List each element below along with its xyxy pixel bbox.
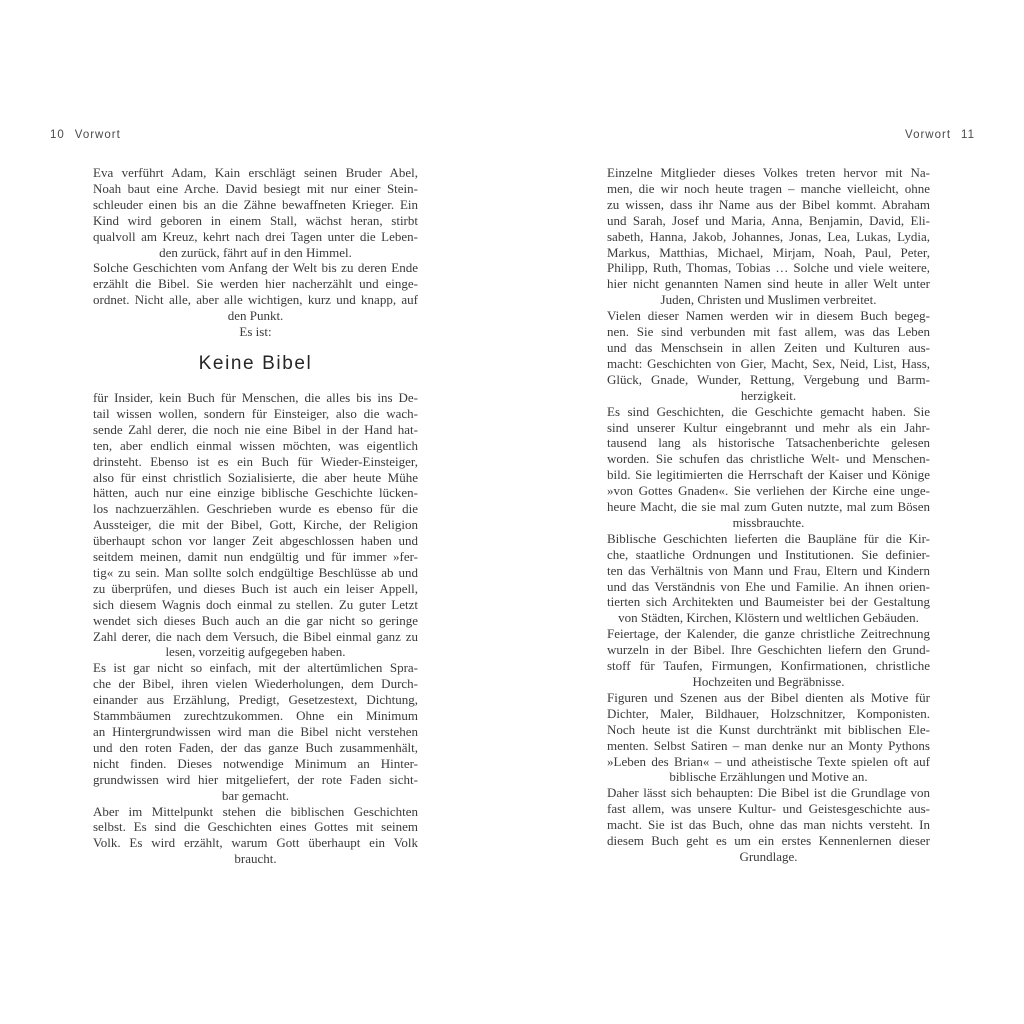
text-line: »Leben des Brian« – und atheistische Texte spielen oft auf [607,753,930,769]
text-line: zu wissen, dass ihr Name aus der Bibel kommt. Abraham [607,196,930,212]
text-line: tierten sich Architekten und Baumeister bei der Gestaltung [607,594,930,610]
text-line: Eva verführt Adam, Kain erschlägt seinen Bruder Abel, [93,165,418,180]
text-line: hätten, auch nur eine einzige biblische Geschichte lücken- [93,485,418,501]
text-line: von Städten, Kirchen, Klöstern und weltlichen Gebäuden. [618,610,919,626]
paragraph [93,324,418,340]
text-line: heure Macht, die sie mal zum Guten nutzte, mal zum Bösen [607,499,930,515]
text-line: Noch heute ist die Kunst durchtränkt mit biblischen Ele- [607,721,930,737]
text-line: also für einst christlich Sozialisierte, die aber heute Mühe [93,469,418,485]
text-line: Es ist: [239,324,272,340]
text-line: drinsteht. Ebenso ist es ein Buch für Wieder-Einsteiger, [93,453,418,469]
text-line: Kind wird geboren in einem Stall, wächst heran, stirbt [93,212,418,228]
section-label-left: Vorwort [74,129,121,141]
text-line: biblische Erzählungen und Motive an. [669,769,868,785]
text-line: Daher lässt sich behaupten: Die Bibel ist die Grundlage von [607,785,930,801]
paragraph [93,660,418,803]
text-line: bar gemacht. [221,787,290,803]
text-line: einander aus Erzählung, Predigt, Gesetzestext, Dichtung, [93,692,418,708]
text-line: sich diesem Wagnis doch einmal zu stellen. Zu guter Letzt [93,596,418,612]
text-line: und das Verständnis von Ehe und Familie. An ihnen orien- [607,578,930,594]
text-line: macht. Sie ist das Buch, ohne das man nichts versteht. In [607,817,930,833]
text-line: und den roten Faden, der das ganze Buch zusammenhält, [93,739,418,755]
text-column-left [93,165,418,867]
section-heading: Keine Bibel [198,352,313,374]
text-line: tig« zu sein. Man sollte solch endgültige Beschlüsse ab und [93,564,418,580]
text-line: »von Gottes Gnaden«. Sie verliehen der Kirche eine unge- [607,483,930,499]
text-line: Aber im Mittelpunkt stehen die biblischen Geschichten [93,803,418,819]
text-line: diesem Buch geht es um ein erstes Kennenlernen dieser [607,833,930,849]
text-line: selbst. Es sind die Geschichten eines Gottes mit seinem [93,819,418,835]
text-line: Philipp, Ruth, Thomas, Tobias … Solche und viele weitere, [607,260,930,276]
text-line: sabeth, Hanna, Jakob, Johannes, Jonas, Lea, Lukas, Lydia, [607,228,930,244]
text-line: Figuren und Szenen aus der Bibel dienten als Motive für [607,689,930,705]
text-line: qualvoll am Kreuz, kehrt nach drei Tagen unter die Leben- [93,228,418,244]
text-line: men, die wir noch heute tragen – manche vielleicht, ohne [607,180,930,196]
paragraph [93,260,418,324]
text-line: tail wissen wollen, sondern für Einsteiger, also die wach- [93,405,418,421]
text-line: Grundlage. [739,848,798,864]
text-line: seitdem meinen, damit nun endgültig und für immer »fer- [93,549,418,565]
page-number-right: 11 [961,129,975,141]
text-line: erzählt die Bibel. Sie werden hier nacherzählt und einge- [93,276,418,292]
paragraph [93,165,418,260]
text-line: fast allem, was unsere Kultur- und Geistesgeschichte aus- [607,801,930,817]
text-line: sind unserer Kultur eingebrannt und mehr als ein Jahr- [607,419,930,435]
text-line: an Hintergrundwissen wird man die Bibel nicht verstehen [93,724,418,739]
text-line: den zurück, fährt auf in den Himmel. [159,244,352,260]
text-line: Einzelne Mitglieder dieses Volkes treten hervor mit Na- [607,165,930,180]
paragraph [607,404,930,531]
text-line: überhaupt schon vor langer Zeit abgeschlossen haben und [93,533,418,549]
text-line: los nachzuerzählen. Geschrieben wurde es ebenso für die [93,501,418,517]
text-line: braucht. [234,851,277,867]
paragraph [607,531,930,626]
text-line: Stammbäumen zurechtzukommen. Ohne ein Minimum [93,708,418,724]
text-line: Biblische Geschichten lieferten die Baupläne für die Kir- [607,530,930,546]
text-line: nicht finden. Dieses notwendige Minimum an Hinter- [93,755,418,771]
text-line: worden. Sie schufen das christliche Welt- und Menschen- [607,451,930,467]
paragraph [607,690,930,785]
text-line: Hochzeiten und Begräbnisse. [692,674,845,689]
text-line: bild. Sie legitimierten die Herrschaft der Kaiser und Könige [607,467,930,483]
text-line: Noah baut eine Arche. David besiegt mit nur einer Stein- [93,180,418,196]
text-line: für Insider, kein Buch für Menschen, die alles bis ins De- [93,389,418,405]
text-line: Zahl derer, die nach dem Versuch, die Bibel einmal ganz zu [93,628,418,644]
text-line: stoff für Taufen, Firmungen, Konfirmationen, christliche [607,658,930,674]
text-line: lesen, vorzeitig aufgegeben haben. [165,644,346,660]
paragraph [607,626,930,690]
text-line: Juden, Christen und Muslimen verbreitet. [660,292,877,308]
text-column-right [607,165,930,865]
text-line: Glück, Gnade, Wunder, Rettung, Vergebung und Barm- [607,371,930,387]
paragraph [93,804,418,868]
text-line: ten, aber endlich einmal wissen möchten, was eigentlich [93,437,418,453]
text-line: macht: Geschichten von Gier, Macht, Sex, Neid, List, Hass, [607,355,930,371]
text-line: Es sind Geschichten, die Geschichte gemacht haben. Sie [607,403,930,419]
text-line: hier nicht genannten Namen sind heute in aller Welt unter [607,276,930,292]
text-line: wendet sich dieses Buch auch an die gar nicht so geringe [93,612,418,628]
text-line: herzigkeit. [740,387,797,403]
text-line: und das Menschsein in allen Zeiten und Kulturen aus- [607,339,930,355]
paragraph [607,308,930,403]
text-line: und Sarah, Josef und Maria, Anna, Benjamin, David, Eli- [607,212,930,228]
text-line: sende Zahl derer, die noch nie eine Bibel in der Hand hat- [93,421,418,437]
running-header-left [50,129,121,141]
text-line: Solche Geschichten vom Anfang der Welt bis zu deren Ende [93,260,418,276]
text-line: ten das Verhältnis von Mann und Frau, Eltern und Kindern [607,562,930,578]
section-label-right: Vorwort [905,129,952,141]
text-line: Aussteiger, die mit der Bibel, Gott, Kirche, der Religion [93,517,418,533]
text-line: Dichter, Maler, Bildhauer, Holzschnitzer, Komponisten. [607,705,930,721]
paragraph [93,390,418,660]
paragraph [607,785,930,865]
text-line: schleuder einen bis an die Zähne bewaffneten Krieger. Ein [93,196,418,212]
text-line: che, staatliche Ordnungen und Institutionen. Sie definier- [607,546,930,562]
text-line: nen. Sie sind verbunden mit fast allem, was das Leben [607,324,930,340]
text-line: Markus, Matthias, Michael, Mirjam, Noah, Paul, Peter, [607,244,930,260]
text-line: missbrauchte. [732,514,805,530]
text-line: menten. Selbst Satiren – man denke nur an Monty Pythons [607,737,930,753]
text-line: den Punkt. [227,308,284,324]
text-line: zu überprüfen, und dieses Buch ist auch ein leiser Appell, [93,580,418,596]
text-line: ordnet. Nicht alle, aber alle wichtigen, kurz und knapp, auf [93,292,418,308]
paragraph [607,165,930,308]
text-line: grundwissen wird hier mitgeliefert, der rote Faden sicht- [93,771,418,787]
text-line: tausend lang als historische Tatsachenberichte gelesen [607,435,930,451]
running-header-right [905,129,975,141]
page-number-left: 10 [50,129,65,141]
page-right [512,0,1024,1024]
text-line: che der Bibel, ihren vielen Wiederholungen, dem Durch- [93,676,418,692]
text-line: Volk. Es wird erzählt, warum Gott überhaupt ein Volk [93,835,418,851]
text-line: Es ist gar nicht so einfach, mit der altertümlichen Spra- [93,660,418,676]
text-line: Feiertage, der Kalender, die ganze christliche Zeitrechnung [607,626,930,642]
text-line: wurzeln in der Bibel. Ihre Geschichten liefern den Grund- [607,642,930,658]
text-line: Vielen dieser Namen werden wir in diesem Buch begeg- [607,308,930,324]
